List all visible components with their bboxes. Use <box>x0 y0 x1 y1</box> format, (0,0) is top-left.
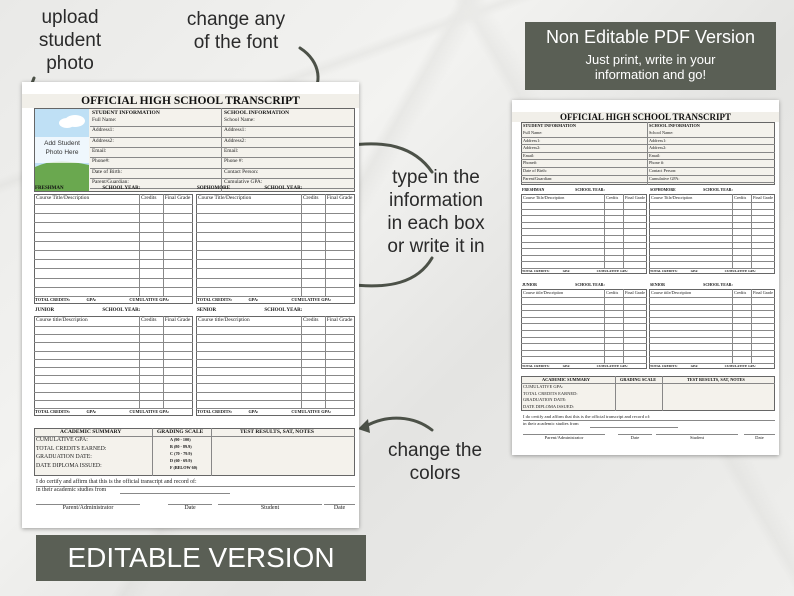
grade-col-header: Final Grade <box>164 195 191 201</box>
pdf-student-field-label: Full Name: <box>523 130 543 135</box>
pdf-student-field-label: Address2: <box>523 145 541 151</box>
pdf-field-line <box>521 167 775 168</box>
editable-version-banner: EDITABLE VERSION <box>36 535 366 581</box>
pdf-grid-row-line <box>521 222 647 223</box>
pdf-gpa-label: GPA: <box>562 269 571 273</box>
pdf-grid-row-line <box>521 261 647 262</box>
certify-line-2: in their academic studies from <box>36 487 107 493</box>
pdf-cumulative-gpa-label: CUMULATIVE GPA: <box>724 269 756 273</box>
grading-line: B (80 - 89.9) <box>170 443 192 449</box>
pdf-grid-row-line <box>649 209 775 210</box>
grading-scale-header: GRADING SCALE <box>157 429 204 435</box>
grading-line: D (60 - 69.9) <box>170 457 192 463</box>
pdf-grid-row-line <box>649 343 775 344</box>
total-credits-label: TOTAL CREDITS: <box>197 409 233 414</box>
pdf-grid-row-line <box>521 235 647 236</box>
pdf-grade-col-header: Final Grade <box>625 195 645 200</box>
grid-col-line <box>139 316 140 408</box>
school-field-label: Phone #: <box>224 158 244 165</box>
pdf-field-line <box>521 144 775 145</box>
course-col-header: Course Title/Description <box>198 195 252 201</box>
grid-row-line <box>34 326 193 327</box>
pdf-summary-line: DATE DIPLOMA ISSUED: <box>523 403 575 409</box>
pdf-credits-col-header: Credits <box>606 195 619 200</box>
pdf-grid-row-line <box>521 228 647 229</box>
student-field-label: Full Name: <box>92 117 117 123</box>
pdf-cumulative-gpa-label: CUMULATIVE GPA: <box>596 269 628 273</box>
pdf-school-year-label: SCHOOL YEAR: <box>575 187 605 192</box>
gpa-label: GPA: <box>86 297 97 302</box>
student-field-label: Phone#: <box>92 158 110 165</box>
pdf-grid-row-line <box>649 261 775 262</box>
cumulative-gpa-label: CUMULATIVE GPA: <box>291 297 332 302</box>
gpa-label: GPA: <box>248 409 259 414</box>
summary-line: GRADUATION DATE: <box>36 454 92 461</box>
year-name: JUNIOR <box>35 308 55 313</box>
pdf-grid-row-line <box>649 242 775 243</box>
grade-col-header: Final Grade <box>326 195 353 201</box>
signature-label: Parent/Administrator <box>62 505 114 511</box>
pdf-credits-col-header: Credits <box>606 290 619 295</box>
gpa-label: GPA: <box>86 409 97 414</box>
pdf-grid-col-line <box>751 194 752 268</box>
pdf-field-line <box>521 159 775 160</box>
pdf-student-field-label: Parent/Guardian: <box>523 175 553 181</box>
pdf-grade-col-header: Final Grade <box>625 290 645 295</box>
pdf-school-field-label: Address2: <box>649 145 667 151</box>
grid-col-line <box>325 194 326 296</box>
student-info-header: STUDENT INFORMATION <box>92 110 160 116</box>
pdf-course-col-header: Course title/Description <box>651 290 692 295</box>
pdf-grid-row-line <box>521 242 647 243</box>
pdf-grid-row-line <box>521 304 647 305</box>
pdf-student-field-label: Phone#: <box>523 160 538 166</box>
pdf-grid-row-line <box>521 248 647 249</box>
pdf-grid-row-line <box>521 255 647 256</box>
pdf-cumulative-gpa-label: CUMULATIVE GPA: <box>724 364 756 368</box>
pdf-student-field-label: Date of Birth: <box>523 168 547 173</box>
grade-col-header: Final Grade <box>326 317 353 323</box>
school-field-label: Address1: <box>224 127 246 134</box>
pdf-grid-col-line <box>751 289 752 363</box>
student-field-label: Date of Birth: <box>92 168 122 175</box>
grid-row-line <box>196 268 355 269</box>
credits-col-header: Credits <box>140 317 157 323</box>
grid-col-line <box>325 316 326 408</box>
pdf-total-credits-label: TOTAL CREDITS: <box>522 269 550 273</box>
total-credits-label: TOTAL CREDITS: <box>35 297 71 302</box>
pdf-grid-row-line <box>649 356 775 357</box>
grid-row-line <box>196 383 355 384</box>
pdf-field-line <box>521 152 775 153</box>
pdf-school-field-label: Address1: <box>649 137 667 143</box>
signature-label: Date <box>333 505 346 511</box>
grid-row-line <box>34 250 193 251</box>
field-line <box>90 137 355 138</box>
pdf-grid-row-line <box>521 343 647 344</box>
grid-row-line <box>196 334 355 335</box>
pdf-school-field-label: Email: <box>649 152 661 158</box>
pdf-summary-line: TOTAL CREDITS EARNED: <box>523 390 578 396</box>
pdf-school-field-label: Phone #: <box>649 160 665 166</box>
year-name: SOPHOMORE <box>197 186 231 191</box>
pdf-student-field-label: Email: <box>523 152 535 158</box>
pdf-test-results-header: TEST RESULTS, SAT, NOTES <box>687 377 745 382</box>
pdf-total-credits-label: TOTAL CREDITS: <box>522 364 550 368</box>
grid-row-line <box>196 392 355 393</box>
pdf-grid-col-line <box>623 194 624 268</box>
grid-row-line <box>196 375 355 376</box>
field-line <box>90 147 355 148</box>
grid-col-line <box>163 194 164 296</box>
total-credits-label: TOTAL CREDITS: <box>35 409 71 414</box>
summary-line: TOTAL CREDITS EARNED: <box>36 445 107 452</box>
grid-col-line <box>139 194 140 296</box>
grid-row-line <box>34 232 193 233</box>
pdf-school-field-label: Cumulative GPA: <box>649 175 680 181</box>
grading-line: A (90 - 100) <box>170 437 191 442</box>
pdf-grid-row-line <box>649 228 775 229</box>
pdf-version-banner <box>525 22 776 90</box>
school-year-label: SCHOOL YEAR: <box>102 308 141 313</box>
grid-row-line <box>34 342 193 343</box>
grading-line: C (70 - 79.9) <box>170 450 192 456</box>
pdf-grid-row-line <box>649 330 775 331</box>
pdf-signature-label: Student <box>689 435 705 440</box>
credits-col-header: Credits <box>302 195 319 201</box>
certify-underline-2 <box>120 493 230 494</box>
grid-row-line <box>196 250 355 251</box>
pdf-grid-row-line <box>521 323 647 324</box>
pdf-year-name: SOPHOMORE <box>650 187 676 192</box>
student-field-label: Address1: <box>92 127 114 134</box>
grid-row-line <box>196 400 355 401</box>
pdf-grid-row-line <box>649 297 775 298</box>
student-field-label: Address2: <box>92 137 114 144</box>
pdf-transcript-title: OFFICIAL HIGH SCHOOL TRANSCRIPT <box>512 112 779 122</box>
pdf-gpa-label: GPA: <box>690 364 699 368</box>
pdf-certify-underline-2 <box>590 427 678 428</box>
pdf-grid-row-line <box>521 317 647 318</box>
pdf-school-year-label: SCHOOL YEAR: <box>575 282 605 287</box>
pdf-grid-col-line <box>604 194 605 268</box>
grid-row-line <box>196 287 355 288</box>
pdf-transcript-page <box>512 100 779 455</box>
grid-row-line <box>34 359 193 360</box>
pdf-grid-row-line <box>649 235 775 236</box>
pdf-grade-col-header: Final Grade <box>753 290 773 295</box>
grid-row-line <box>196 359 355 360</box>
pdf-grid-row-line <box>649 323 775 324</box>
pdf-cumulative-gpa-label: CUMULATIVE GPA: <box>596 364 628 368</box>
grid-row-line <box>34 259 193 260</box>
pdf-year-name: SENIOR <box>650 282 665 287</box>
school-year-label: SCHOOL YEAR: <box>102 186 141 191</box>
summary-line: CUMULATIVE GPA: <box>36 437 88 443</box>
pdf-grade-col-header: Final Grade <box>753 195 773 200</box>
course-col-header: Course Title/Description <box>36 195 90 201</box>
grid-row-line <box>34 383 193 384</box>
school-field-label: Email: <box>224 147 239 154</box>
pdf-grid-row-line <box>521 350 647 351</box>
arrow-change-colors <box>366 418 432 430</box>
pdf-field-line <box>521 137 775 138</box>
pdf-signature-label: Date <box>755 435 764 440</box>
pdf-year-name: FRESHMAN <box>522 187 545 192</box>
school-field-label: Address2: <box>224 137 246 144</box>
grading-line: F (BELOW 60) <box>170 464 198 470</box>
grade-col-header: Final Grade <box>164 317 191 323</box>
credits-col-header: Credits <box>140 195 157 201</box>
course-col-header: Course title/Description <box>198 317 250 323</box>
pdf-field-line <box>521 175 775 176</box>
pdf-grid-row-line <box>521 356 647 357</box>
annotation-type-info: type in the information in each box or write it in <box>387 167 485 257</box>
pdf-gpa-label: GPA: <box>690 269 699 273</box>
pdf-grid-row-line <box>649 255 775 256</box>
pdf-grid-row-line <box>649 202 775 203</box>
grid-row-line <box>34 334 193 335</box>
pdf-year-name: JUNIOR <box>522 282 537 287</box>
pdf-certify-line-2: in their academic studies from <box>523 421 579 426</box>
grid-row-line <box>196 351 355 352</box>
course-grid[interactable] <box>196 316 355 416</box>
pdf-school-info-header: SCHOOL INFORMATION <box>649 123 700 128</box>
grid-row-line <box>196 259 355 260</box>
editable-transcript-page <box>22 82 359 528</box>
field-line <box>90 168 355 169</box>
pdf-grid-row-line <box>649 248 775 249</box>
pdf-grid-row-line <box>521 337 647 338</box>
pdf-student-field-label: Address1: <box>523 137 541 143</box>
grid-row-line <box>196 342 355 343</box>
pdf-grid-row-line <box>649 350 775 351</box>
signature-label: Student <box>260 505 280 511</box>
cumulative-gpa-label: CUMULATIVE GPA: <box>291 409 332 414</box>
school-info-header: SCHOOL INFORMATION <box>224 110 290 116</box>
field-line <box>90 126 355 127</box>
pdf-course-col-header: Course Title/Description <box>523 195 565 200</box>
pdf-certify-line-1: I do certify and affirm that this is the official transcript and record of: <box>523 414 651 419</box>
pdf-grid-row-line <box>649 222 775 223</box>
grid-col-line <box>301 194 302 296</box>
school-field-label: School Name: <box>224 117 255 123</box>
pdf-grid-row-line <box>521 330 647 331</box>
pdf-student-info-header: STUDENT INFORMATION <box>523 123 576 128</box>
photo-placeholder-text-1: Add Student <box>44 140 80 147</box>
test-results-header: TEST RESULTS, SAT, NOTES <box>240 429 314 435</box>
pdf-summary-divider-2 <box>662 376 663 411</box>
pdf-grid-col-line <box>732 289 733 363</box>
pdf-course-col-header: Course title/Description <box>523 290 564 295</box>
pdf-grid-row-line <box>521 215 647 216</box>
field-line <box>90 178 355 179</box>
school-field-label: Contact Person: <box>224 168 259 175</box>
grid-row-line <box>34 351 193 352</box>
grid-row-line <box>34 287 193 288</box>
certify-line-1: I do certify and affirm that this is the official transcript and record of: <box>36 479 197 485</box>
pdf-banner-subtitle-2: information and go! <box>594 67 707 82</box>
grid-row-line <box>196 367 355 368</box>
year-name: FRESHMAN <box>35 186 64 191</box>
annotation-upload-photo: upload student photo <box>38 7 102 74</box>
info-divider <box>221 108 222 192</box>
student-field-label: Email: <box>92 147 107 154</box>
credits-col-header: Credits <box>302 317 319 323</box>
school-year-label: SCHOOL YEAR: <box>264 186 303 191</box>
student-field-label: Parent/Guardian: <box>92 178 129 185</box>
grid-row-line <box>196 326 355 327</box>
academic-summary-header: ACADEMIC SUMMARY <box>60 429 122 435</box>
school-year-label: SCHOOL YEAR: <box>264 308 303 313</box>
grid-row-line <box>196 278 355 279</box>
pdf-grid-row-line <box>649 310 775 311</box>
pdf-credits-col-header: Credits <box>734 290 747 295</box>
pdf-total-credits-label: TOTAL CREDITS: <box>650 269 678 273</box>
school-field-label: Cumulative GPA: <box>224 178 263 185</box>
pdf-grid-col-line <box>732 194 733 268</box>
grid-row-line <box>196 222 355 223</box>
pdf-academic-summary-header: ACADEMIC SUMMARY <box>542 377 590 382</box>
grid-row-line <box>196 232 355 233</box>
cumulative-gpa-label: CUMULATIVE GPA: <box>129 297 170 302</box>
pdf-gpa-label: GPA: <box>562 364 571 368</box>
pdf-credits-col-header: Credits <box>734 195 747 200</box>
pdf-grading-scale-header: GRADING SCALE <box>620 377 657 382</box>
total-credits-label: TOTAL CREDITS: <box>197 297 233 302</box>
grid-row-line <box>34 392 193 393</box>
grid-row-line <box>34 367 193 368</box>
pdf-total-credits-label: TOTAL CREDITS: <box>650 364 678 368</box>
grid-row-line <box>196 204 355 205</box>
course-grid[interactable] <box>34 316 193 416</box>
pdf-signature-label: Parent/Administrator <box>544 435 584 440</box>
pdf-grid-row-line <box>521 310 647 311</box>
pdf-grid-row-line <box>521 202 647 203</box>
annotation-change-font: change any of the font <box>186 9 286 53</box>
pdf-grid-row-line <box>521 297 647 298</box>
grid-row-line <box>34 278 193 279</box>
pdf-summary-divider-1 <box>615 376 616 411</box>
photo-placeholder-text-2: Photo Here <box>45 149 79 156</box>
pdf-field-line <box>521 182 775 183</box>
pdf-school-year-label: SCHOOL YEAR: <box>703 187 733 192</box>
grid-row-line <box>34 222 193 223</box>
grid-row-line <box>34 213 193 214</box>
gpa-label: GPA: <box>248 297 259 302</box>
pdf-grid-row-line <box>649 215 775 216</box>
pdf-grid-row-line <box>521 209 647 210</box>
pdf-signature-label: Date <box>630 435 640 440</box>
pdf-grid-row-line <box>649 337 775 338</box>
pdf-grid-col-line <box>604 289 605 363</box>
pdf-summary-line: CUMULATIVE GPA: <box>523 384 564 389</box>
grid-row-line <box>34 204 193 205</box>
pdf-school-field-label: School Name: <box>649 130 674 135</box>
pdf-course-col-header: Course Title/Description <box>651 195 693 200</box>
pdf-summary-line: GRADUATION DATE: <box>523 397 567 402</box>
year-name: SENIOR <box>197 308 217 313</box>
pdf-banner-title: Non Editable PDF Version <box>545 27 756 47</box>
grid-col-line <box>163 316 164 408</box>
pdf-grid-row-line <box>649 317 775 318</box>
grid-row-line <box>34 241 193 242</box>
course-col-header: Course title/Description <box>36 317 88 323</box>
grid-row-line <box>34 375 193 376</box>
grid-row-line <box>34 268 193 269</box>
grid-row-line <box>196 241 355 242</box>
pdf-grid-col-line <box>623 289 624 363</box>
pdf-school-year-label: SCHOOL YEAR: <box>703 282 733 287</box>
student-photo-placeholder[interactable] <box>35 109 89 191</box>
grid-row-line <box>34 400 193 401</box>
pdf-grid-row-line <box>649 304 775 305</box>
grid-col-line <box>301 316 302 408</box>
transcript-title: OFFICIAL HIGH SCHOOL TRANSCRIPT <box>22 94 359 108</box>
signature-label: Date <box>184 505 196 511</box>
cumulative-gpa-label: CUMULATIVE GPA: <box>129 409 170 414</box>
field-line <box>90 157 355 158</box>
summary-line: DATE DIPLOMA ISSUED: <box>36 462 102 469</box>
annotation-change-colors: change the colors <box>387 440 483 484</box>
grid-row-line <box>196 213 355 214</box>
pdf-banner-subtitle-1: Just print, write in your <box>585 52 716 67</box>
pdf-school-field-label: Contact Person: <box>649 168 677 173</box>
